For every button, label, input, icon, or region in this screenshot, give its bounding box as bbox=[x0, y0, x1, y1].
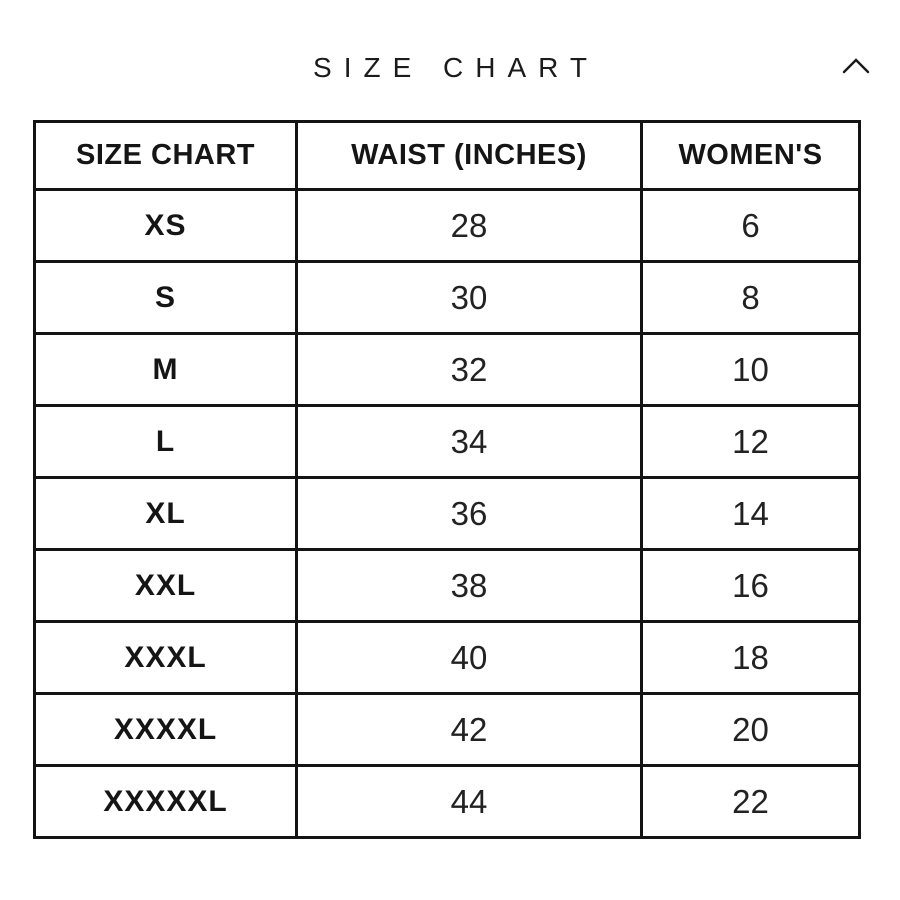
size-cell: M bbox=[35, 334, 297, 406]
waist-cell: 44 bbox=[297, 766, 642, 838]
waist-cell: 36 bbox=[297, 478, 642, 550]
womens-cell: 10 bbox=[642, 334, 860, 406]
waist-cell: 32 bbox=[297, 334, 642, 406]
size-chart-title: SIZE CHART bbox=[313, 52, 599, 83]
table-row bbox=[35, 766, 860, 838]
size-cell: XL bbox=[35, 478, 297, 550]
table-row bbox=[35, 550, 860, 622]
waist-cell: 42 bbox=[297, 694, 642, 766]
table-row bbox=[35, 694, 860, 766]
waist-cell: 30 bbox=[297, 262, 642, 334]
table-row bbox=[35, 406, 860, 478]
size-chart-accordion-header[interactable] bbox=[0, 0, 900, 120]
table-row bbox=[35, 262, 860, 334]
chevron-up-icon bbox=[841, 57, 871, 75]
size-cell: XXXXL bbox=[35, 694, 297, 766]
womens-cell: 8 bbox=[642, 262, 860, 334]
womens-cell: 20 bbox=[642, 694, 860, 766]
womens-cell: 14 bbox=[642, 478, 860, 550]
size-cell: XXXXXL bbox=[35, 766, 297, 838]
waist-cell: 40 bbox=[297, 622, 642, 694]
size-chart-table-body bbox=[35, 190, 860, 838]
womens-cell: 6 bbox=[642, 190, 860, 262]
header-row bbox=[35, 122, 860, 190]
size-cell: XXXL bbox=[35, 622, 297, 694]
table-row bbox=[35, 334, 860, 406]
table-row bbox=[35, 622, 860, 694]
size-cell: L bbox=[35, 406, 297, 478]
column-header-size: SIZE CHART bbox=[35, 122, 297, 190]
size-cell: XXL bbox=[35, 550, 297, 622]
collapse-toggle-button[interactable] bbox=[836, 50, 876, 82]
womens-cell: 12 bbox=[642, 406, 860, 478]
column-header-womens: WOMEN'S bbox=[642, 122, 860, 190]
waist-cell: 34 bbox=[297, 406, 642, 478]
table-row bbox=[35, 190, 860, 262]
womens-cell: 22 bbox=[642, 766, 860, 838]
table-row bbox=[35, 478, 860, 550]
waist-cell: 28 bbox=[297, 190, 642, 262]
waist-cell: 38 bbox=[297, 550, 642, 622]
column-header-waist: WAIST (INCHES) bbox=[297, 122, 642, 190]
womens-cell: 16 bbox=[642, 550, 860, 622]
womens-cell: 18 bbox=[642, 622, 860, 694]
size-cell: S bbox=[35, 262, 297, 334]
size-chart-table-header bbox=[35, 122, 860, 190]
size-cell: XS bbox=[35, 190, 297, 262]
size-chart-table bbox=[33, 120, 861, 839]
